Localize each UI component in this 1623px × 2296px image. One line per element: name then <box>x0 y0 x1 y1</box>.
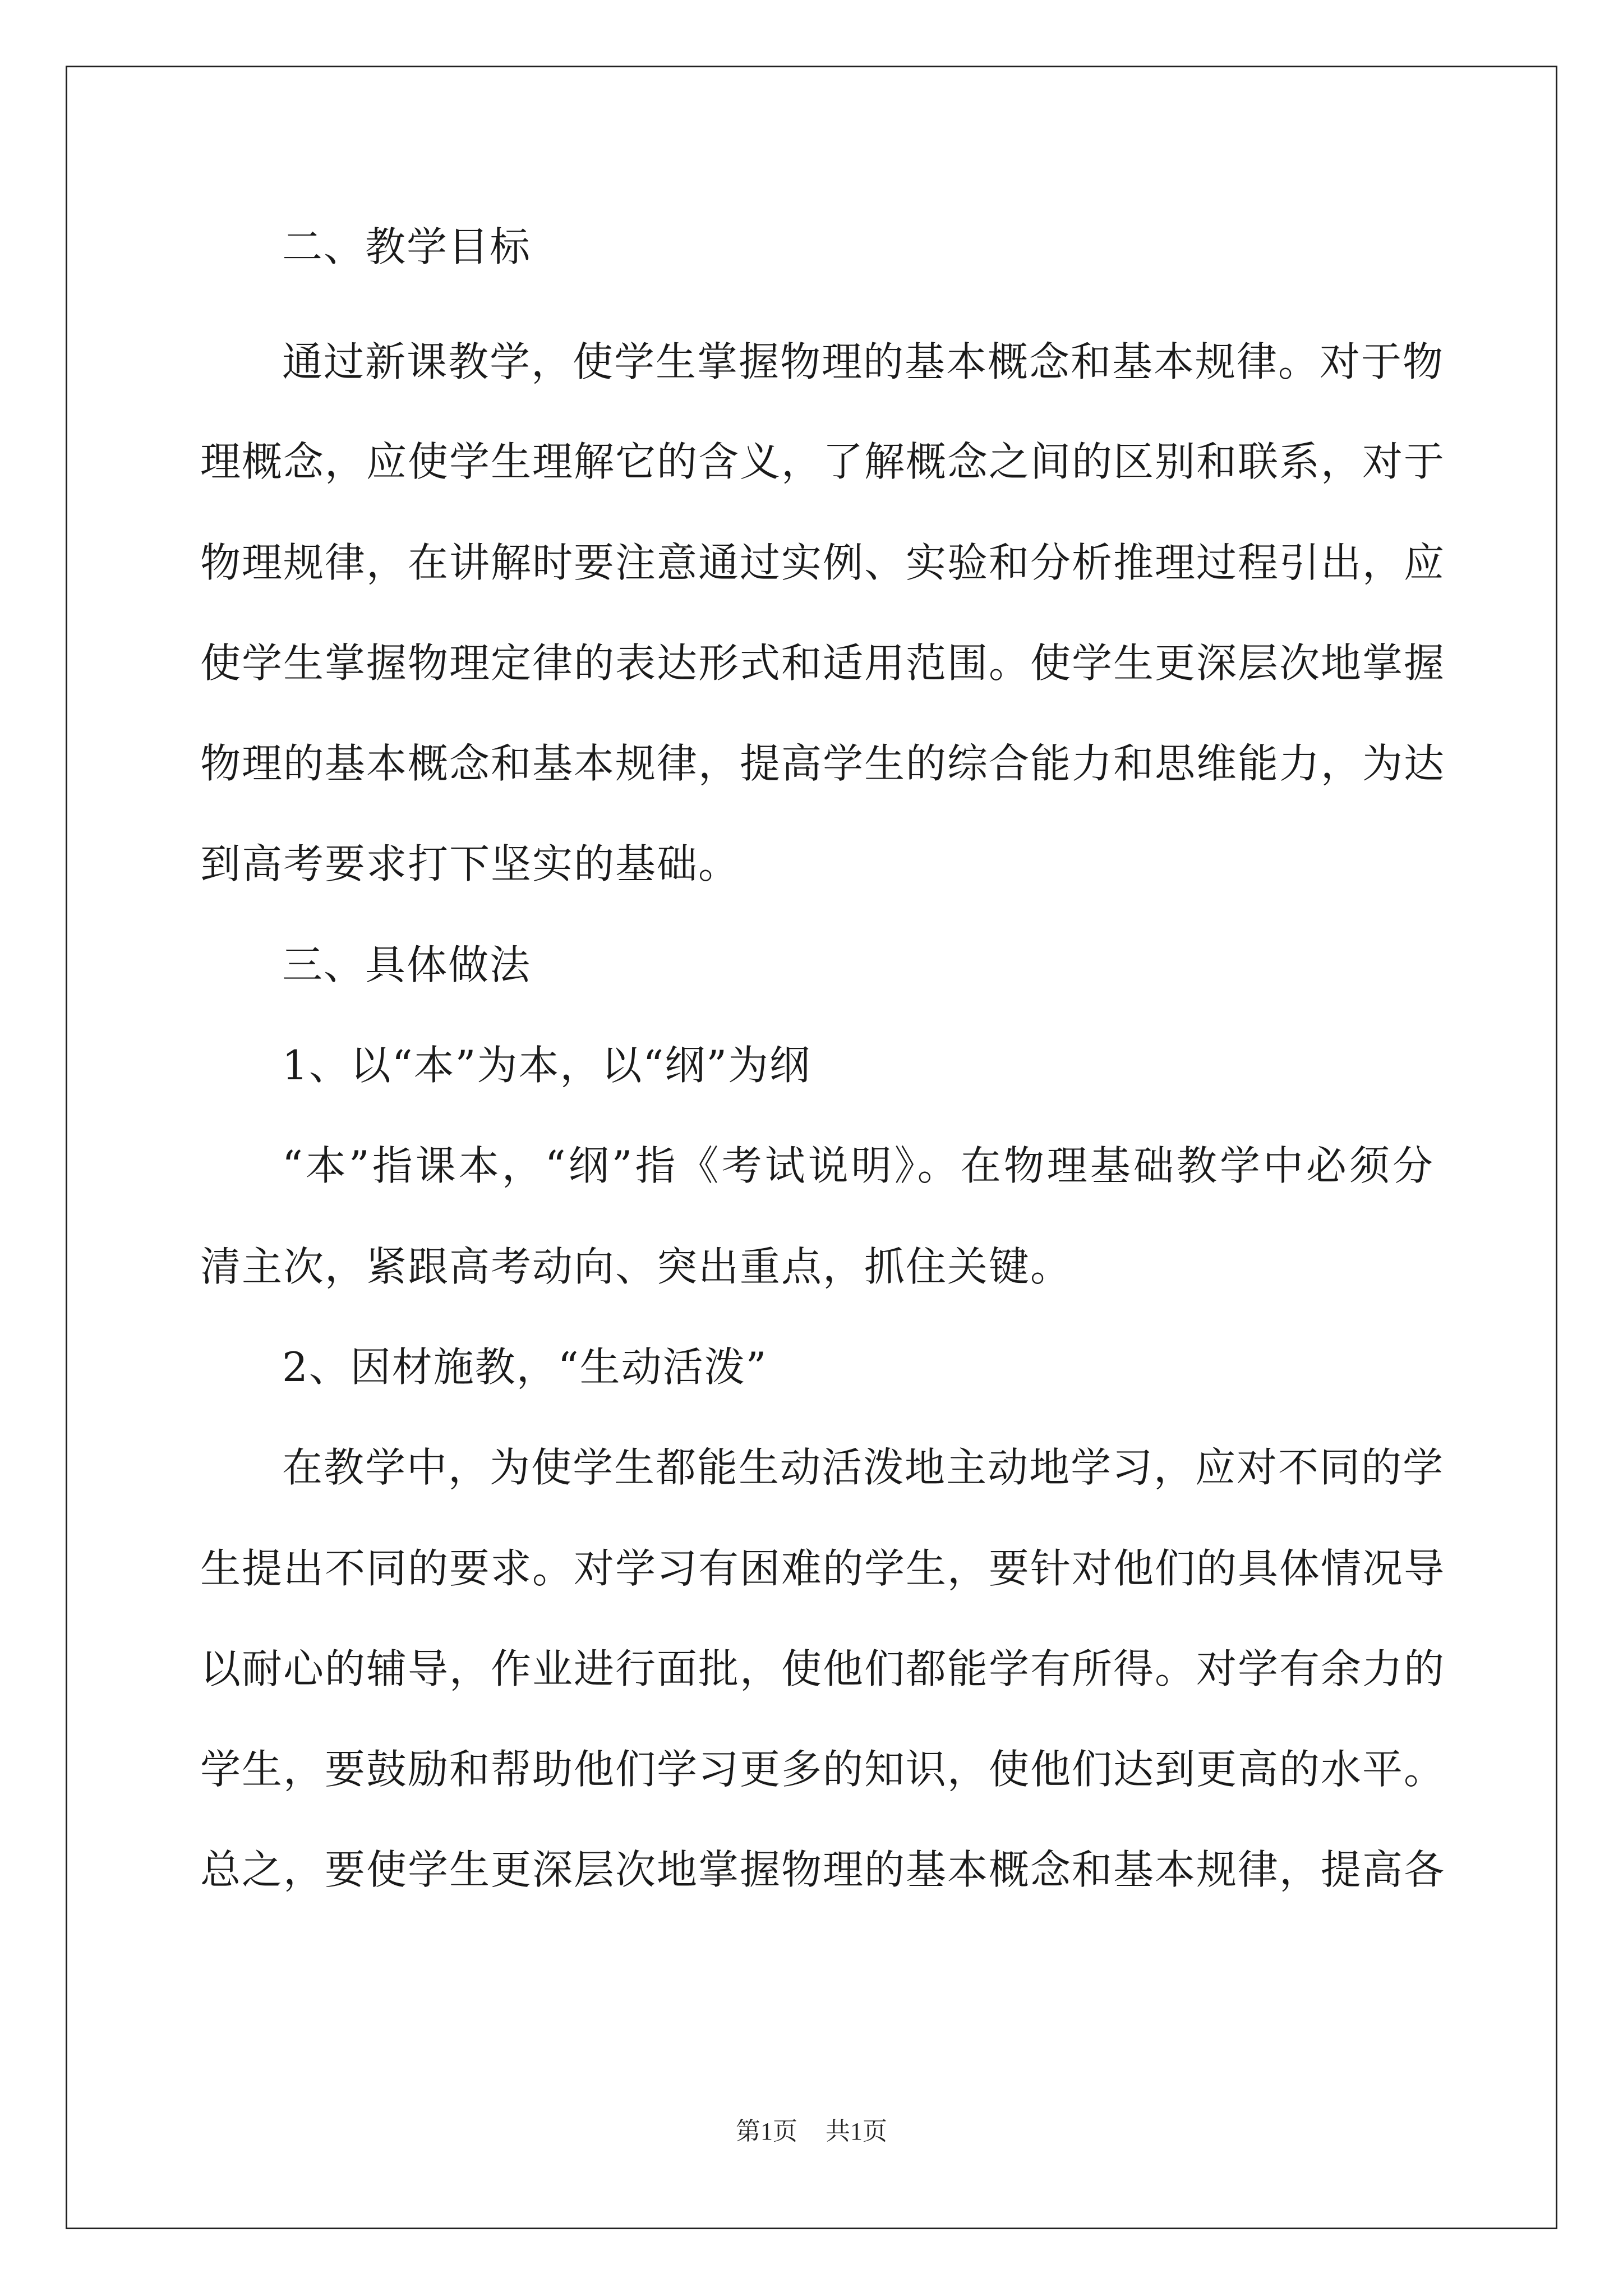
paragraph-line: 物理的基本概念和基本规律，提高学生的综合能力和思维能力，为达 <box>200 740 1446 787</box>
paragraph-line: “本”指课本，“纲”指《考试说明》。在物理基础教学中必须分 <box>282 1142 1434 1189</box>
paragraph-line: 总之，要使学生更深层次地掌握物理的基本概念和基本规律，提高各 <box>200 1846 1446 1893</box>
paragraph-line: 以耐心的辅导，作业进行面批，使他们都能学有所得。对学有余力的 <box>200 1645 1446 1692</box>
paragraph-line: 在教学中，为使学生都能生动活泼地主动地学习，应对不同的学 <box>282 1444 1445 1491</box>
paragraph-line: 物理规律，在讲解时要注意通过实例、实验和分析推理过程引出，应 <box>200 539 1446 586</box>
section-heading-methods: 三、具体做法 <box>282 941 532 988</box>
paragraph-line: 通过新课教学，使学生掌握物理的基本概念和基本规律。对于物 <box>282 338 1445 385</box>
paragraph-line: 清主次，紧跟高考动向、突出重点，抓住关键。 <box>200 1243 1072 1290</box>
paragraph-line: 学生，要鼓励和帮助他们学习更多的知识，使他们达到更高的水平。 <box>200 1746 1446 1793</box>
paragraph-line: 使学生掌握物理定律的表达形式和适用范围。使学生更深层次地掌握 <box>200 639 1446 687</box>
subheading-1: 1、以“本”为本，以“纲”为纲 <box>282 1042 811 1089</box>
paragraph-line: 理概念，应使学生理解它的含义，了解概念之间的区别和联系，对于 <box>200 438 1446 485</box>
subheading-2: 2、因材施教，“生动活泼” <box>282 1343 768 1391</box>
page-footer <box>0 2115 1623 2148</box>
paragraph-line: 生提出不同的要求。对学习有困难的学生，要针对他们的具体情况导 <box>200 1545 1446 1592</box>
paragraph-line: 到高考要求打下坚实的基础。 <box>200 840 740 887</box>
page-number: 第1页 <box>736 2118 797 2145</box>
section-heading-goals: 二、教学目标 <box>282 223 532 270</box>
total-pages: 共1页 <box>826 2118 887 2145</box>
